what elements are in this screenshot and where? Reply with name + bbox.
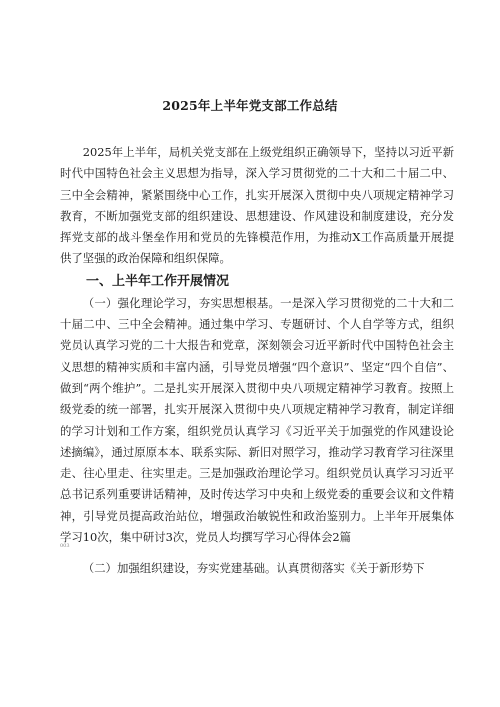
intro-paragraph: 2025年上半年，局机关党支部在上级党组织正确领导下，坚持以习近平新时代中国特色社会主义思想为指导，深入学习贯彻党的二十大和二十届二中、三中全会精神，紧紧围绕中心工作，扎实开展深入贯彻中央八项规定精神学习教育，不断加强党支部的组织建设、思想建设、作风建设和制度建设，充分发挥党支部的战斗堡垒作用和党员的先锋模范作用，为推动X工作高质量开展提供了坚强的政治保障和组织保障。 xyxy=(60,145,454,266)
section-paragraph-1: （一）强化理论学习，夯实思想根基。一是深入学习贯彻党的二十大和二十届二中、三中全会精神。通过集中学习、专题研讨、个人自学等方式，组织党员认真学习党的二十大报告和党章，深刻领会习近平新时代中国特色社会主义思想的精神实质和丰富内涵，引导党员增强“四个意识”、坚定“四个自信”、做到“两个维护”。二是扎实开展深入贯彻中央八项规定精神学习教育。按照上级党委的统一部署，扎实开展深入贯彻中央八项规定精神学习教育，制定详细的学习计划和工作方案，组织党员认真学习《习近平关于加强党的作风建设论述摘编》，通过原原本本、联系实际、新旧对照学习，推动学习教育学习往深里走、往心里走、往实里走。三是加强政治理论学习。组织党员认真学习习近平总书记系列重要讲话精神，及时传达学习中央和上级党委的重要会议和文件精神，引导党员提高政治站位，增强政治敏锐性和政治鉴别力。上半年开展集体学习10次，集中研讨3次，党员人均撰写学习心得体会2篇 xyxy=(60,295,454,545)
document-body xyxy=(60,142,454,580)
page-mark: 003 xyxy=(60,543,70,550)
document-title: 2025年上半年党支部工作总结 xyxy=(162,98,338,113)
section-paragraph-2: （二）加强组织建设，夯实党建基础。认真贯彻落实《关于新形势下 xyxy=(82,561,425,576)
section-heading: 一、上半年工作开展情况 xyxy=(86,273,230,289)
